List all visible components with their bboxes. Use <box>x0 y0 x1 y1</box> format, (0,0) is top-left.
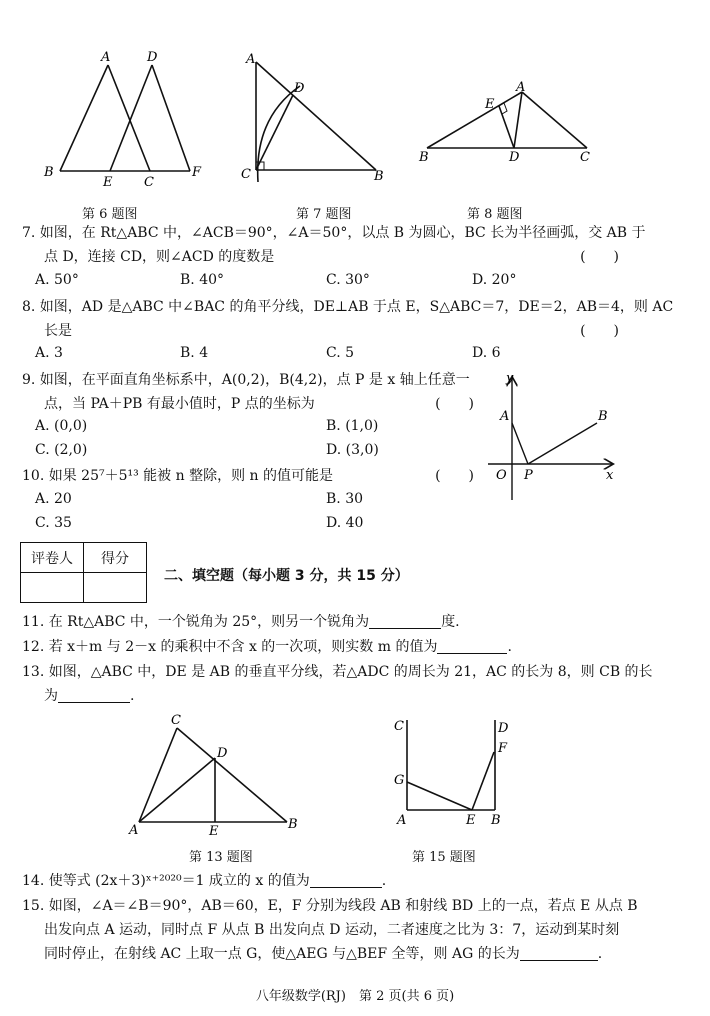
fig6-label-E: E <box>103 175 113 188</box>
score-table-score-cell[interactable] <box>84 573 147 603</box>
fig13-label-A: A <box>129 823 139 838</box>
q13-line2 <box>44 686 134 706</box>
score-table-header-grader: 评卷人 <box>21 543 84 573</box>
fig7-label-D: D <box>294 81 305 96</box>
score-table <box>20 542 147 603</box>
q10-option-b[interactable]: B. 30 <box>326 491 364 507</box>
fig7-label-A: A <box>246 52 256 67</box>
fig15-label-A: A <box>397 813 407 828</box>
fig7-label-C: C <box>241 167 251 182</box>
fig9-label-O: O <box>496 468 507 483</box>
figure-15 <box>388 712 523 830</box>
q10-answer-paren[interactable]: ( ) <box>435 468 474 484</box>
figure-8-caption: 第 8 题图 <box>467 207 523 222</box>
q10-option-d[interactable]: D. 40 <box>326 515 364 531</box>
q9-option-a[interactable]: A. (0,0) <box>35 418 88 434</box>
fig9-label-B: B <box>598 409 608 424</box>
q7-answer-paren[interactable]: ( ) <box>580 249 619 265</box>
q7-option-c[interactable]: C. 30° <box>326 272 370 288</box>
q9-line2 <box>44 394 474 414</box>
q7-line2 <box>44 247 619 267</box>
fig13-label-B: B <box>288 817 298 832</box>
q11-text: 11. 在 Rt△ABC 中，一个锐角为 25°，则另一个锐角为 <box>22 614 370 630</box>
q8-answer-paren[interactable]: ( ) <box>580 323 619 339</box>
fig15-label-E: E <box>466 813 476 828</box>
q14-after: . <box>381 873 387 889</box>
q8-option-c[interactable]: C. 5 <box>326 345 355 361</box>
fig15-label-D: D <box>498 721 509 736</box>
fig8-label-D: D <box>509 150 520 165</box>
score-table-header-score: 得分 <box>84 543 147 573</box>
q15-line3 <box>44 944 602 964</box>
fig9-label-A: A <box>500 409 510 424</box>
figure-6 <box>40 48 215 188</box>
q8-option-a[interactable]: A. 3 <box>35 345 63 361</box>
q9-line1: 9. 如图，在平面直角坐标系中，A(0,2)，B(4,2)，点 P 是 x 轴上任意一 <box>22 372 470 388</box>
q9-option-b[interactable]: B. (1,0) <box>326 418 379 434</box>
q7-line1: 7. 如图，在 Rt△ABC 中，∠ACB＝90°，∠A＝50°，以点 B 为圆心，BC 长为半径画弧，交 AB 于 <box>22 225 646 241</box>
fig8-label-E: E <box>485 97 495 112</box>
q10-line1 <box>22 466 474 486</box>
q11 <box>22 612 460 632</box>
fig6-label-B: B <box>44 165 54 180</box>
q12-text: 12. 若 x＋m 与 2－x 的乘积中不含 x 的一次项，则实数 m 的值为 <box>22 639 438 655</box>
figure-7 <box>236 48 396 188</box>
fig6-label-F: F <box>192 165 202 180</box>
fig8-label-A: A <box>516 80 526 95</box>
fig15-label-B: B <box>491 813 501 828</box>
q8-line2 <box>44 321 619 341</box>
fig15-label-F: F <box>498 741 508 756</box>
q9-answer-paren[interactable]: ( ) <box>435 396 474 412</box>
fig13-label-D: D <box>217 746 228 761</box>
score-table-grader-cell[interactable] <box>21 573 84 603</box>
q15-line2: 出发向点 A 运动，同时点 F 从点 B 出发向点 D 运动，二者速度之比为 3：7，运动到某时刻 <box>44 922 620 938</box>
q7-option-b[interactable]: B. 40° <box>180 272 225 288</box>
q10-option-c[interactable]: C. 35 <box>35 515 72 531</box>
q13-answer-blank[interactable] <box>58 688 130 703</box>
q9-option-d[interactable]: D. (3,0) <box>326 442 379 458</box>
fig13-label-C: C <box>171 713 181 728</box>
q14-text: 14. 使等式 (2x＋3)ˣ⁺²⁰²⁰＝1 成立的 x 的值为 <box>22 873 310 889</box>
fig6-label-A: A <box>101 50 111 65</box>
section-2-title: 二、填空题（每小题 3 分，共 15 分） <box>164 568 409 584</box>
q9-line2-text: 点，当 PA＋PB 有最小值时，P 点的坐标为 <box>44 396 315 412</box>
fig13-label-E: E <box>209 824 219 839</box>
fig15-label-G: G <box>394 773 405 788</box>
q8-line2-text: 长是 <box>44 323 72 339</box>
figure-13 <box>125 710 310 840</box>
figure-7-caption: 第 7 题图 <box>296 207 352 222</box>
fig7-label-B: B <box>374 169 384 184</box>
q12-after: . <box>507 639 512 655</box>
fig6-label-D: D <box>147 50 158 65</box>
fig9-label-P: P <box>524 468 533 483</box>
page-footer: 八年级数学(RJ) 第 2 页(共 6 页) <box>255 989 455 1004</box>
q8-option-b[interactable]: B. 4 <box>180 345 209 361</box>
q7-option-a[interactable]: A. 50° <box>35 272 79 288</box>
q15-line3-text: 同时停止，在射线 AC 上取一点 G，使△AEG 与△BEF 全等，则 AG 的长为 <box>44 946 520 962</box>
q13-line2-text: 为 <box>44 688 58 704</box>
fig15-label-C: C <box>394 719 404 734</box>
q11-after: 度. <box>441 614 460 630</box>
q13-line1: 13. 如图，△ABC 中，DE 是 AB 的垂直平分线，若△ADC 的周长为 21，AC 的长为 8，则 CB 的长 <box>22 664 653 680</box>
q15-after: . <box>597 946 603 962</box>
figure-9 <box>480 368 620 503</box>
q12-answer-blank[interactable] <box>437 639 507 654</box>
q8-line1: 8. 如图，AD 是△ABC 中∠BAC 的角平分线，DE⊥AB 于点 E，S△ABC＝7，DE＝2，AB＝4，则 AC <box>22 299 674 315</box>
figure-13-caption: 第 13 题图 <box>189 850 253 865</box>
q13-after: . <box>130 688 135 704</box>
fig8-label-B: B <box>419 150 429 165</box>
figure-6-caption: 第 6 题图 <box>82 207 138 222</box>
figure-8 <box>415 80 605 170</box>
q11-answer-blank[interactable] <box>369 614 441 629</box>
q10-line1-text: 10. 如果 25⁷＋5¹³ 能被 n 整除，则 n 的值可能是 <box>22 468 334 484</box>
fig6-label-C: C <box>144 175 154 188</box>
q10-option-a[interactable]: A. 20 <box>35 491 72 507</box>
fig9-label-y: y <box>506 371 514 386</box>
q9-option-c[interactable]: C. (2,0) <box>35 442 88 458</box>
q7-line2-text: 点 D，连接 CD，则∠ACD 的度数是 <box>44 249 275 265</box>
fig9-label-x: x <box>606 468 614 483</box>
q15-answer-blank[interactable] <box>520 946 598 961</box>
q7-option-d[interactable]: D. 20° <box>472 272 517 288</box>
q14 <box>22 871 386 891</box>
fig8-label-C: C <box>580 150 590 165</box>
q14-answer-blank[interactable] <box>310 873 382 888</box>
q12 <box>22 637 512 657</box>
figure-15-caption: 第 15 题图 <box>412 850 476 865</box>
q8-option-d[interactable]: D. 6 <box>472 345 501 361</box>
q15-line1: 15. 如图，∠A＝∠B＝90°，AB＝60，E，F 分别为线段 AB 和射线 BD 上的一点，若点 E 从点 B <box>22 898 638 914</box>
